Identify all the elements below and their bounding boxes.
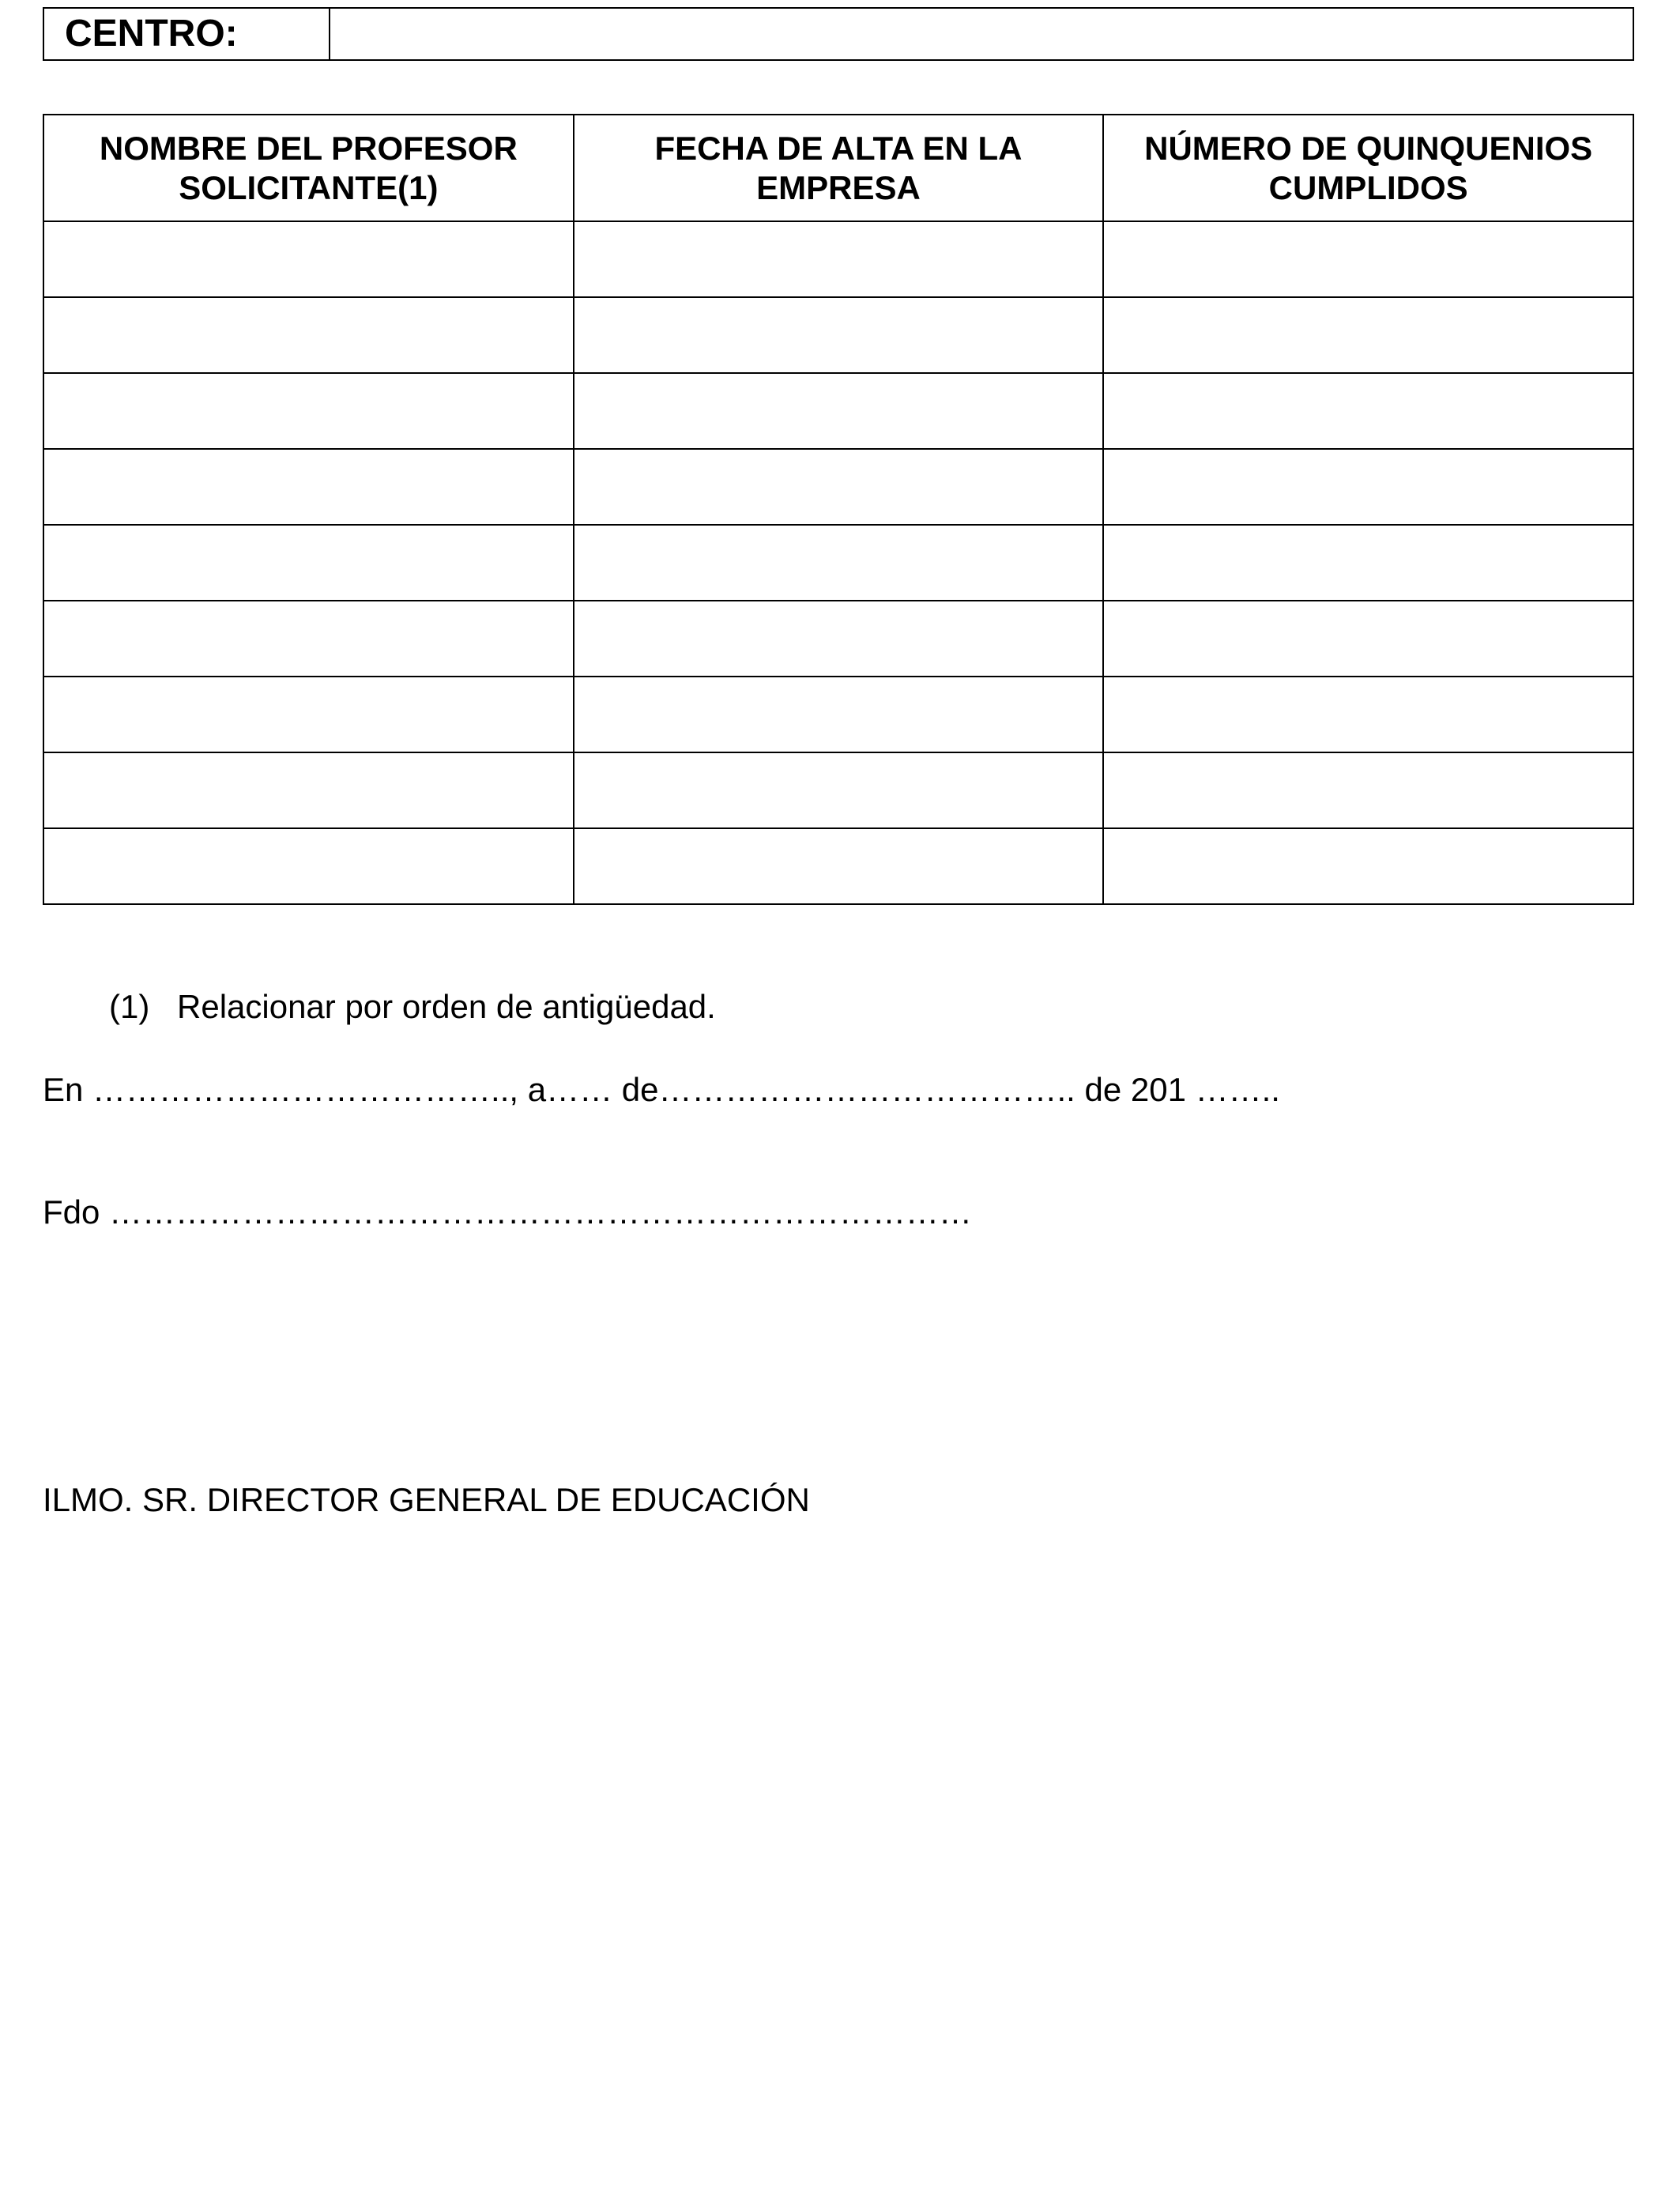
centro-value-field[interactable] — [330, 8, 1633, 60]
table-row — [43, 373, 1633, 449]
cell-quinquennia[interactable] — [1103, 221, 1633, 297]
cell-quinquennia[interactable] — [1103, 752, 1633, 828]
cell-start-date[interactable] — [574, 373, 1104, 449]
cell-start-date[interactable] — [574, 828, 1104, 904]
table-row — [43, 297, 1633, 373]
cell-start-date[interactable] — [574, 752, 1104, 828]
cell-teacher-name[interactable] — [43, 449, 574, 525]
table-row — [43, 828, 1633, 904]
cell-teacher-name[interactable] — [43, 601, 574, 677]
table-row — [43, 677, 1633, 752]
header-quinquennia: NÚMERO DE QUINQUENIOS CUMPLIDOS — [1103, 115, 1633, 221]
cell-start-date[interactable] — [574, 525, 1104, 601]
footnote — [109, 988, 716, 1026]
cell-start-date[interactable] — [574, 297, 1104, 373]
cell-quinquennia[interactable] — [1103, 677, 1633, 752]
cell-teacher-name[interactable] — [43, 525, 574, 601]
cell-teacher-name[interactable] — [43, 828, 574, 904]
cell-teacher-name[interactable] — [43, 297, 574, 373]
teachers-table — [43, 114, 1634, 905]
cell-start-date[interactable] — [574, 221, 1104, 297]
cell-start-date[interactable] — [574, 449, 1104, 525]
header-teacher-name: NOMBRE DEL PROFESOR SOLICITANTE(1) — [43, 115, 574, 221]
table-row — [43, 752, 1633, 828]
cell-quinquennia[interactable] — [1103, 828, 1633, 904]
footnote-text: Relacionar por orden de antigüedad. — [177, 988, 716, 1025]
addressee: ILMO. SR. DIRECTOR GENERAL DE EDUCACIÓN — [43, 1481, 810, 1518]
cell-start-date[interactable] — [574, 601, 1104, 677]
cell-teacher-name[interactable] — [43, 221, 574, 297]
cell-quinquennia[interactable] — [1103, 449, 1633, 525]
signature-line: Fdo …………………………………………………………………… — [43, 1193, 973, 1231]
cell-teacher-name[interactable] — [43, 752, 574, 828]
place-date-line: En ……………………………….., a…… de……………………………….. de 201 …….. — [43, 1071, 1280, 1108]
table-header-row — [43, 115, 1633, 221]
table-row — [43, 449, 1633, 525]
cell-quinquennia[interactable] — [1103, 373, 1633, 449]
header-start-date: FECHA DE ALTA EN LA EMPRESA — [574, 115, 1104, 221]
footnote-number: (1) — [109, 988, 150, 1025]
centro-label: CENTRO: — [43, 8, 330, 60]
cell-quinquennia[interactable] — [1103, 525, 1633, 601]
cell-quinquennia[interactable] — [1103, 297, 1633, 373]
cell-quinquennia[interactable] — [1103, 601, 1633, 677]
cell-start-date[interactable] — [574, 677, 1104, 752]
cell-teacher-name[interactable] — [43, 373, 574, 449]
centro-field-table — [43, 7, 1634, 61]
table-row — [43, 221, 1633, 297]
table-row — [43, 525, 1633, 601]
table-row — [43, 601, 1633, 677]
cell-teacher-name[interactable] — [43, 677, 574, 752]
